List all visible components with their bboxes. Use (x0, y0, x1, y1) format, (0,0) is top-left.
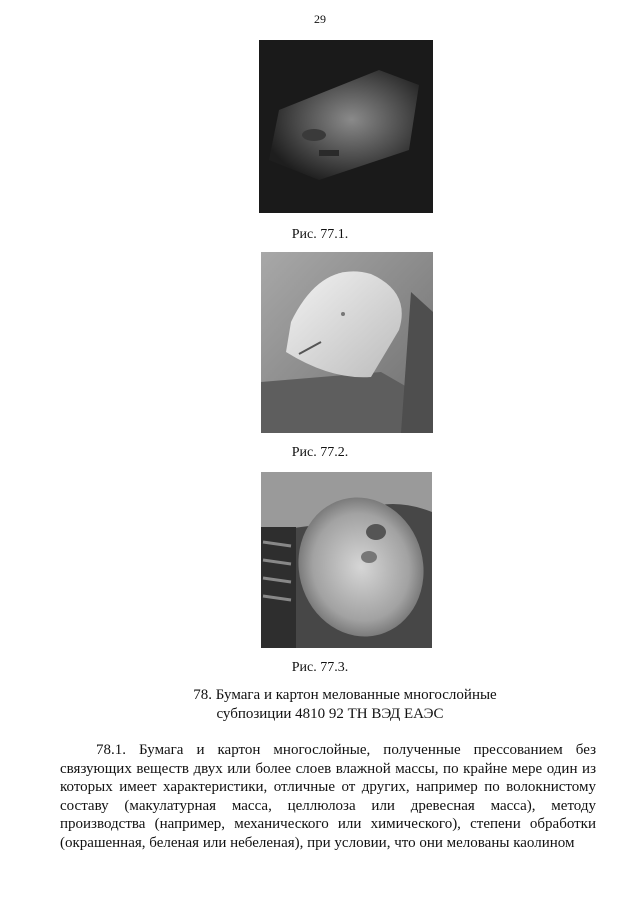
figure-77-3-photo (261, 472, 432, 648)
section-title-line-1: 78. Бумага и картон мелованные многослойные (193, 687, 497, 703)
figure-77-1-caption: Рис. 77.1. (291, 227, 349, 242)
figure-77-2-photo (261, 252, 433, 433)
figure-77-3-caption: Рис. 77.3. (291, 660, 349, 675)
figure-77-2-caption: Рис. 77.2. (291, 445, 349, 460)
paragraph-78-1: 78.1. Бумага и картон многослойные, полученные прессованием без связующих веществ двух или более слоев влажной массы, по крайне мере один из которых имеет характеристики, отличные от других, например по волокнистому составу (макулатурная масса, целлюлоза или древесная масса), методу производства (например, механического или химического), степени обработки (окрашенная, беленая или небеленая), при условии, что они мелованы каолином (60, 742, 596, 851)
section-heading (0, 686, 640, 724)
page-number: 29 (314, 12, 326, 26)
section-title-line-2: субпозиции 4810 92 ТН ВЭД ЕАЭС (216, 706, 444, 722)
figure-77-1-photo (259, 40, 433, 213)
